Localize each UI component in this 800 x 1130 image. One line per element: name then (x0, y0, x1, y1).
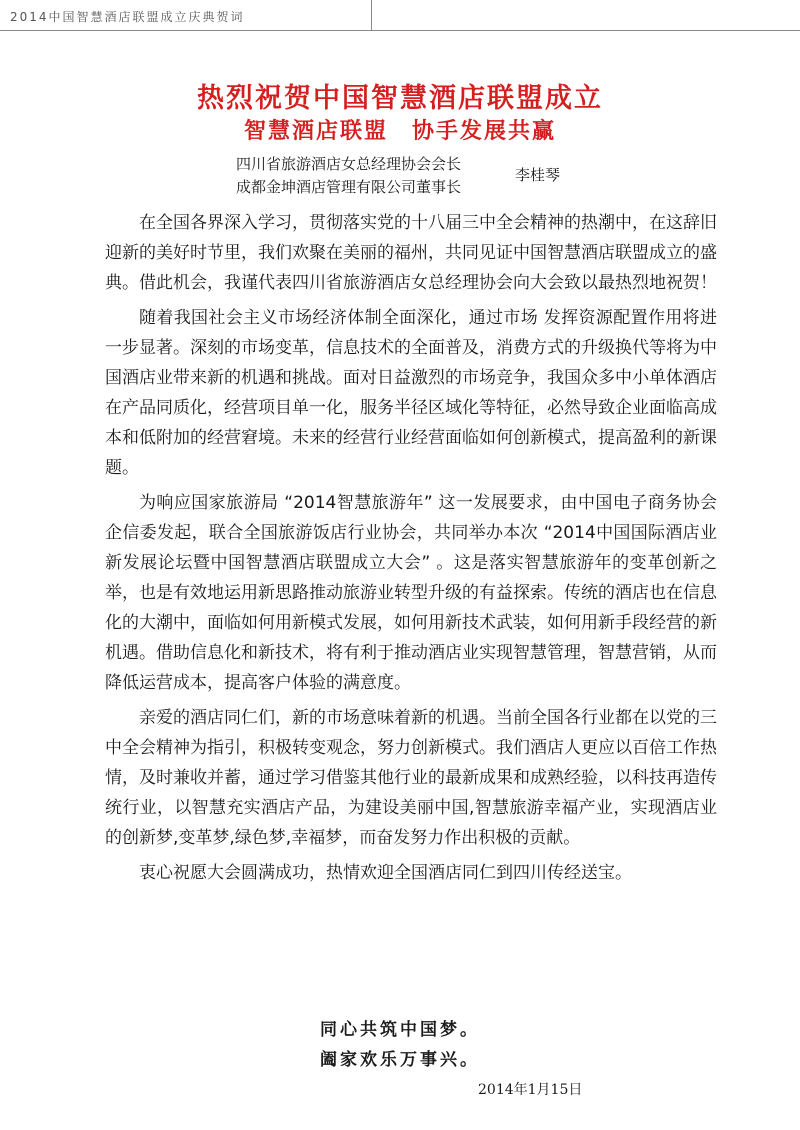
paragraph-5: 衷心祝愿大会圆满成功，热情欢迎全国酒店同仁到四川传经送宝。 (139, 863, 632, 883)
paragraph-4: 亲爱的酒店同仁们，新的市场意味着新的机遇。当前全国各行业都在以党的三中全会精神为指引，积极转变观念，努力创新模式。我们酒店人更应以百倍工作热情，及时兼收并蓄，通过学习借鉴其他行业的最新成果和成熟经验，以科技再造传统行业，以智慧充实酒店产品，为建设美丽中国,智慧旅游幸福产业，实现酒店业的创新梦,变革梦,绿色梦,幸福梦，而奋发努力作出积极的贡献。 (105, 708, 717, 848)
page-subtitle: 智慧酒店联盟 协手发展共赢 (243, 118, 556, 144)
closing-line-2: 阖家欢乐万事兴。 (320, 1050, 480, 1070)
author-name: 李桂琴 (515, 166, 561, 184)
paragraph-3: 为响应国家旅游局 “2014智慧旅游年” 这一发展要求，由中国电子商务协会企信委发起，联合全国旅游饭店行业协会，共同举办本次 “2014中国国际酒店业新发展论坛暨中国智慧酒店联盟成立大会” 。这是落实智慧旅游年的变革创新之举，也是有效地运用新思路推动旅游业转型升级的有益探索。传统的酒店也在信息化的大潮中，面临如何用新模式发展，如何用新技术武装，如何用新手段经营的新机遇。借助信息化和新技术，将有利于推动酒店业实现智慧管理，智慧营销，从而降低运营成本，提高客户体验的满意度。 (105, 493, 717, 693)
author-role-1: 四川省旅游酒店女总经理协会会长 (236, 155, 462, 173)
signature-date: 2014年1月15日 (478, 1082, 583, 1098)
author-role-2: 成都金坤酒店管理有限公司董事长 (236, 178, 462, 196)
paragraph-2: 随着我国社会主义市场经济体制全面深化，通过市场 发挥资源配置作用将进一步显著。深刻的市场变革，信息技术的全面普及，消费方式的升级换代等将为中国酒店业带来新的机遇和挑战。面对日益激烈的市场竞争，我国众多中小单体酒店在产品同质化，经营项目单一化，服务半径区域化等特征，必然导致企业面临高成本和低附加的经营窘境。未来的经营行业经营面临如何创新模式，提高盈利的新课题。 (105, 308, 717, 478)
header-rule (372, 30, 800, 31)
author-roles (236, 153, 461, 199)
header-label: 2014中国智慧酒店联盟成立庆典贺词 (10, 10, 245, 24)
header-tab (0, 0, 372, 31)
paragraph-1: 在全国各界深入学习，贯彻落实党的十八届三中全会精神的热潮中，在这辞旧迎新的美好时节里，我们欢聚在美丽的福州，共同见证中国智慧酒店联盟成立的盛典。借此机会，我谨代表四川省旅游酒店女总经理协会向大会致以最热烈地祝贺！ (105, 213, 717, 293)
closing-line-1: 同心共筑中国梦。 (320, 1020, 480, 1040)
page-title: 热烈祝贺中国智慧酒店联盟成立 (197, 83, 603, 114)
letter-body (105, 208, 717, 893)
